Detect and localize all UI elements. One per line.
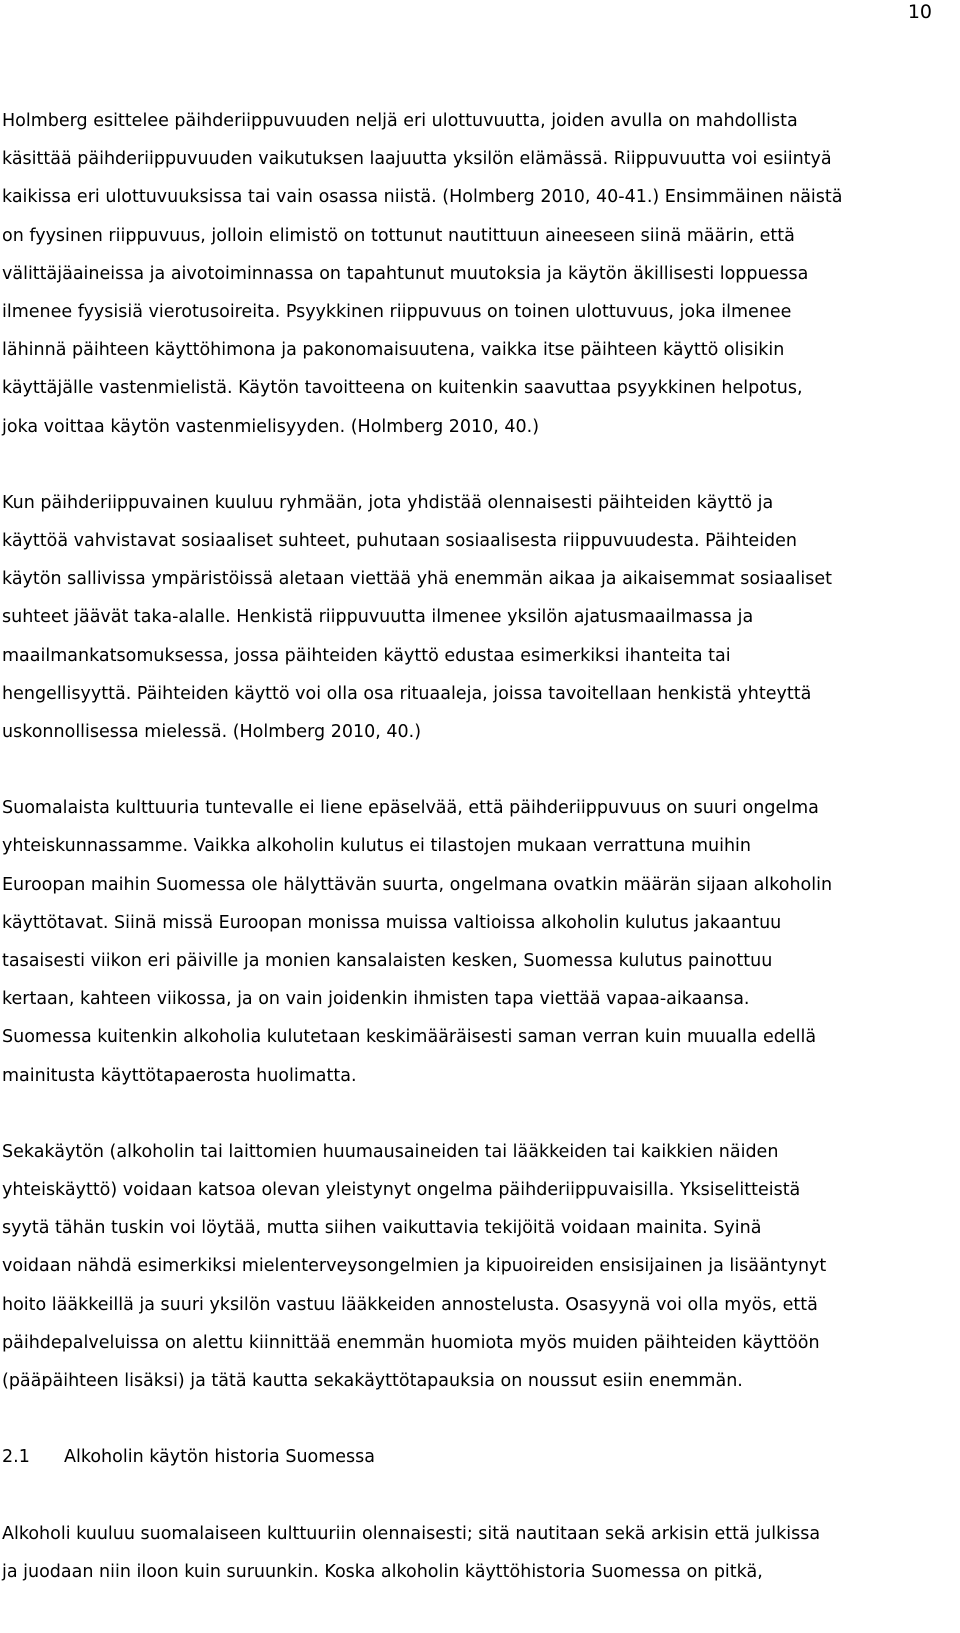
text-line: syytä tähän tuskin voi löytää, mutta siihen vaikuttavia tekijöitä voidaan mainita. Syinä	[2, 1218, 762, 1239]
text-line: suhteet jäävät taka-alalle. Henkistä riippuvuutta ilmenee yksilön ajatusmaailmassa ja	[2, 607, 754, 628]
text-line: välittäjäaineissa ja aivotoiminnassa on tapahtunut muutoksia ja käytön äkillisesti loppuessa	[2, 263, 809, 284]
text-line: Euroopan maihin Suomessa ole hälyttävän suurta, ongelmana ovatkin määrän sijaan alkoholin	[2, 874, 833, 895]
section-heading	[2, 1438, 960, 1476]
text-line: Suomessa kuitenkin alkoholia kulutetaan keskimääräisesti saman verran kuin muualla edellä	[2, 1027, 817, 1048]
paragraph-4	[2, 1133, 960, 1400]
text-line: hoito lääkkeillä ja suuri yksilön vastuu lääkkeiden annostelusta. Osasyynä voi olla myös, että	[2, 1294, 818, 1315]
text-line: käytön sallivissa ympäristöissä aletaan viettää yhä enemmän aikaa ja aikaisemmat sosiaaliset	[2, 569, 832, 590]
text-line: Sekakäytön (alkoholin tai laittomien huumausaineiden tai lääkkeiden tai kaikkien näiden	[2, 1141, 779, 1162]
text-line: Suomalaista kulttuuria tuntevalle ei liene epäselvää, että päihderiippuvuus on suuri ongelma	[2, 798, 819, 819]
section-number: 2.1	[2, 1447, 30, 1468]
text-line: yhteiskunnassamme. Vaikka alkoholin kulutus ei tilastojen mukaan verrattuna muihin	[2, 836, 751, 857]
text-line: voidaan nähdä esimerkiksi mielenterveysongelmien ja kipuoireiden ensisijainen ja lisääntynyt	[2, 1256, 827, 1277]
text-line: uskonnollisessa mielessä. (Holmberg 2010, 40.)	[2, 722, 422, 743]
text-line: on fyysinen riippuvuus, jolloin elimistö on tottunut nautittuun aineeseen siinä määrin, että	[2, 225, 795, 246]
text-line: Alkoholi kuuluu suomalaiseen kulttuuriin olennaisesti; sitä nautitaan sekä arkisin että julkissa	[2, 1523, 821, 1544]
text-line: maailmankatsomuksessa, jossa päihteiden käyttö edustaa esimerkiksi ihanteita tai	[2, 645, 731, 666]
text-line: käyttöä vahvistavat sosiaaliset suhteet, puhutaan sosiaalisesta riippuvuudesta. Päihteiden	[2, 531, 798, 552]
text-line: käyttäjälle vastenmielistä. Käytön tavoitteena on kuitenkin saavuttaa psyykkinen helpotus,	[2, 378, 803, 399]
text-line: (pääpäihteen lisäksi) ja tätä kautta sekakäyttötapauksia on noussut esiin enemmän.	[2, 1371, 743, 1392]
text-line: mainitusta käyttötapaerosta huolimatta.	[2, 1065, 357, 1086]
text-line: ilmenee fyysisiä vierotusoireita. Psyykkinen riippuvuus on toinen ulottuvuus, joka ilmenee	[2, 302, 792, 323]
paragraph-2	[2, 484, 960, 751]
text-line: käsittää päihderiippuvuuden vaikutuksen laajuutta yksilön elämässä. Riippuvuutta voi esiintyä	[2, 149, 832, 170]
text-line: Holmberg esittelee päihderiippuvuuden neljä eri ulottuvuutta, joiden avulla on mahdollista	[2, 111, 798, 131]
paragraph-1	[2, 102, 960, 446]
text-line: käyttötavat. Siinä missä Euroopan monissa muissa valtioissa alkoholin kulutus jakaantuu	[2, 912, 782, 933]
text-line: hengellisyyttä. Päihteiden käyttö voi olla osa rituaaleja, joissa tavoitellaan henkistä yhteyttä	[2, 683, 812, 704]
text-line: ja juodaan niin iloon kuin suruunkin. Koska alkoholin käyttöhistoria Suomessa on pitkä,	[2, 1561, 763, 1582]
text-line: tasaisesti viikon eri päiville ja monien kansalaisten kesken, Suomessa kulutus painottuu	[2, 951, 773, 972]
section-title: Alkoholin käytön historia Suomessa	[64, 1447, 376, 1468]
text-line: päihdepalveluissa on alettu kiinnittää enemmän huomiota myös muiden päihteiden käyttöön	[2, 1332, 820, 1353]
paragraph-3	[2, 789, 960, 1095]
text-line: Kun päihderiippuvainen kuuluu ryhmään, jota yhdistää olennaisesti päihteiden käyttö ja	[2, 492, 774, 513]
text-line: yhteiskäyttö) voidaan katsoa olevan yleistynyt ongelma päihderiippuvaisilla. Yksiselitteistä	[2, 1180, 801, 1201]
paragraph-5	[2, 1515, 960, 1591]
text-line: kertaan, kahteen viikossa, ja on vain joidenkin ihmisten tapa viettää vapaa-aikaansa.	[2, 989, 750, 1010]
text-line: joka voittaa käytön vastenmielisyyden. (Holmberg 2010, 40.)	[2, 416, 540, 437]
page-number: 10	[907, 1, 932, 23]
text-line: lähinnä päihteen käyttöhimona ja pakonomaisuutena, vaikka itse päihteen käyttö olisikin	[2, 340, 785, 361]
document-body	[2, 102, 960, 1591]
text-line: kaikissa eri ulottuvuuksissa tai vain osassa niistä. (Holmberg 2010, 40-41.) Ensimmäinen näistä	[2, 187, 843, 208]
